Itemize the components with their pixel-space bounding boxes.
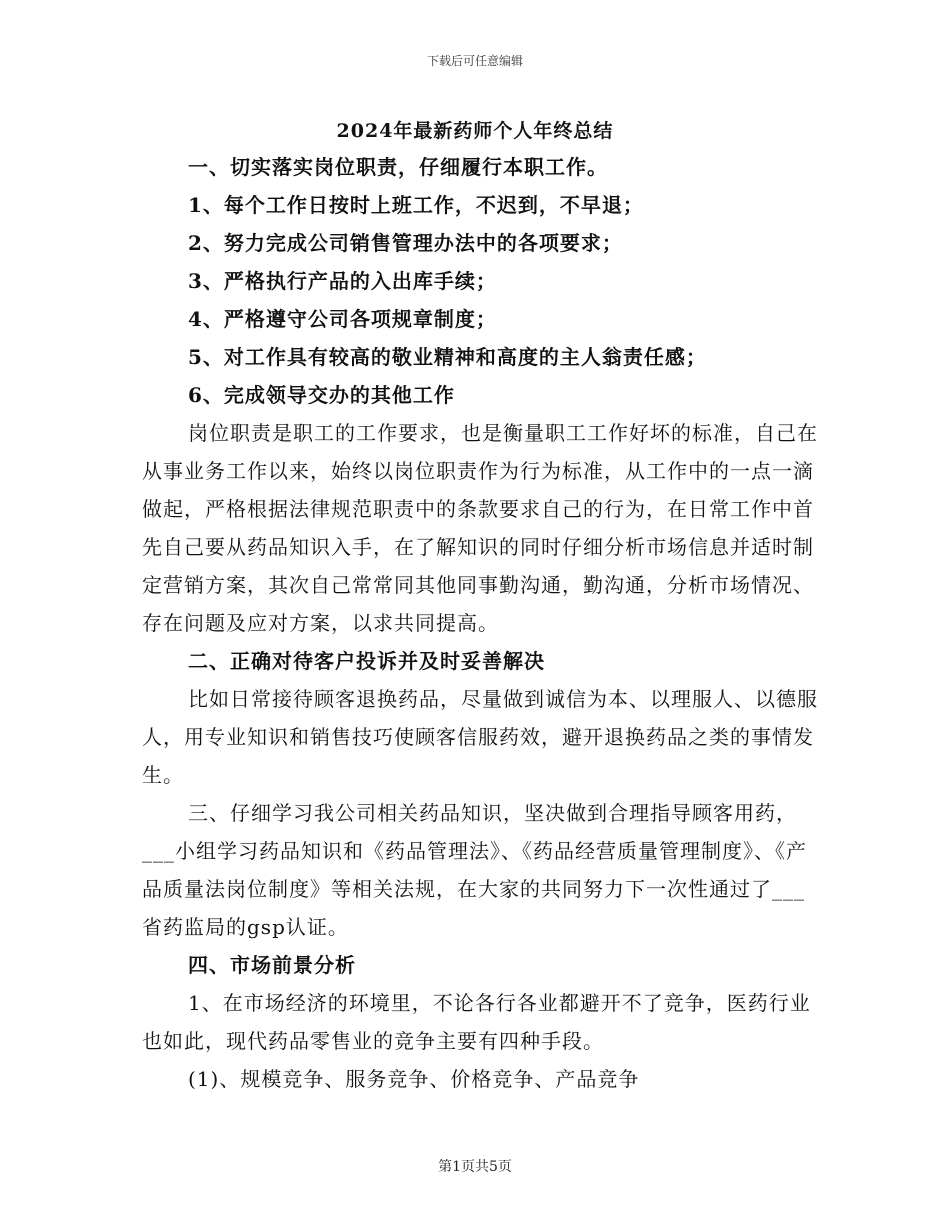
section-4-paragraph: 1、在市场经济的环境里，不论各行各业都避开不了竞争，医药行业也如此，现代药品零售业的竞争主要有四种手段。: [142, 991, 811, 1053]
section-3-paragraph: 三、仔细学习我公司相关药品知识，坚决做到合理指导顾客用药，___小组学习药品知识和《药品管理法》、《药品经营质量管理制度》、《产品质量法岗位制度》等相关法规，在大家的共同努力下一次性通过了___省药监局的gsp认证。: [142, 801, 807, 939]
section-1-item: 2、努力完成公司销售管理办法中的各项要求；: [188, 231, 623, 255]
document-title: 2024年最新药师个人年终总结: [336, 120, 614, 142]
page-header: 下载后可任意编辑: [426, 54, 523, 68]
section-1-heading: 一、切实落实岗位职责，仔细履行本职工作。: [188, 155, 608, 179]
section-1-item: 3、严格执行产品的入出库手续；: [188, 269, 497, 293]
section-1-item: 4、严格遵守公司各项规章制度；: [188, 307, 497, 331]
section-2-paragraph: 比如日常接待顾客退换药品，尽量做到诚信为本、以理服人、以德服人，用专业知识和销售技巧使顾客信服药效，避开退换药品之类的事情发生。: [142, 687, 818, 787]
section-2-heading: 二、正确对待客户投诉并及时妥善解决: [188, 649, 545, 673]
section-4-heading: 四、市场前景分析: [188, 953, 356, 977]
section-1-item: 1、每个工作日按时上班工作，不迟到，不早退；: [188, 193, 644, 217]
document-body: [142, 148, 822, 1098]
section-1-item: 6、完成领导交办的其他工作: [188, 383, 455, 407]
section-1-item: 5、对工作具有较高的敬业精神和高度的主人翁责任感；: [188, 345, 707, 369]
section-1-paragraph: 岗位职责是职工的工作要求，也是衡量职工工作好坏的标准，自己在从事业务工作以来，始终以岗位职责作为行为标准，从工作中的一点一滴做起，严格根据法律规范职责中的条款要求自己的行为，在日常工作中首先自己要从药品知识入手，在了解知识的同时仔细分析市场信息并适时制定营销方案，其次自己常常同其他同事勤沟通，勤沟通，分析市场情况、存在问题及应对方案，以求共同提高。: [142, 421, 818, 635]
section-4-item: (1)、规模竞争、服务竞争、价格竞争、产品竞争: [188, 1067, 640, 1091]
page-number: 第1页共5页: [438, 1159, 512, 1175]
